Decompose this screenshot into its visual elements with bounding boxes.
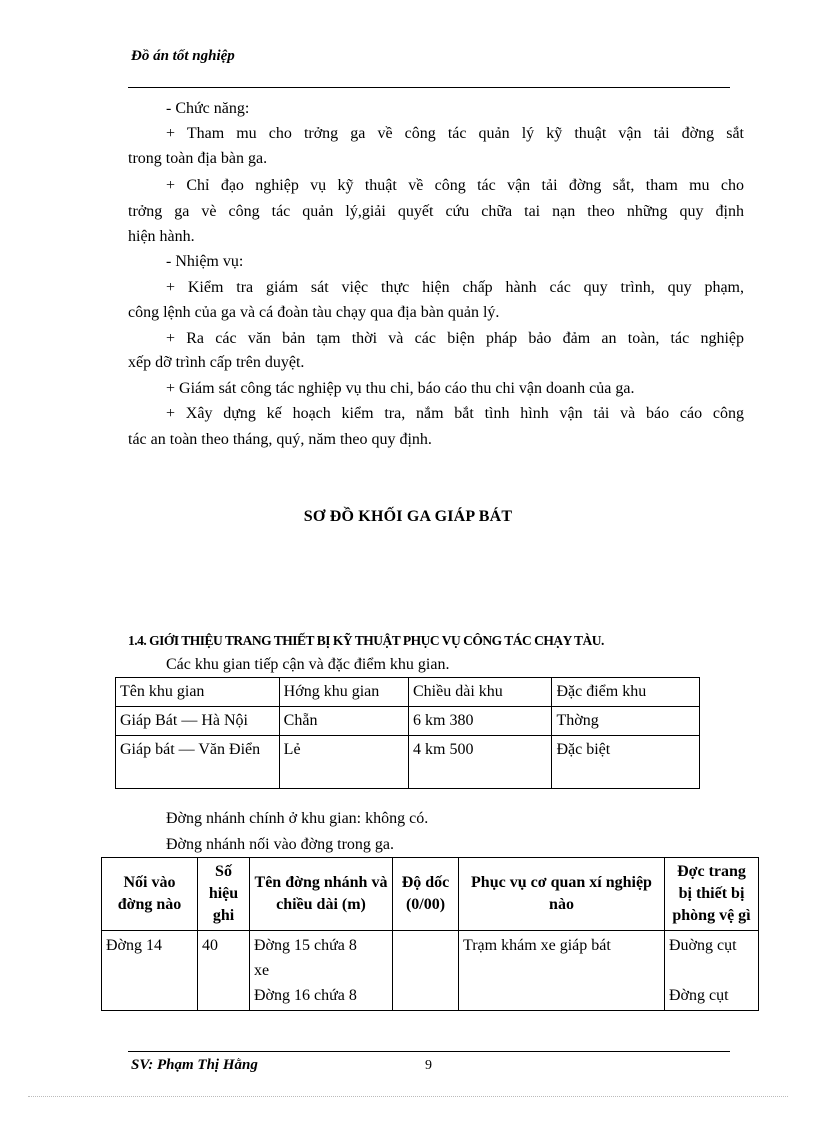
table-header-cell: Đợc trang bị thiết bị phòng vệ gì (665, 858, 759, 931)
text-line: - Chức năng: (166, 100, 250, 117)
table-cell: 6 km 380 (409, 707, 552, 736)
note-line: Đờng nhánh nối vào đờng trong ga. (166, 836, 394, 853)
table-row (116, 736, 700, 789)
table-row (102, 931, 759, 1011)
table-cell: Giáp Bát — Hà Nội (116, 707, 280, 736)
section-intro: Các khu gian tiếp cận và đặc điểm khu gian. (166, 656, 450, 673)
table-cell (250, 931, 393, 1011)
table-header-cell: Độ dốc (0/00) (393, 858, 459, 931)
table-header-row (102, 858, 759, 931)
footer-name: SV: Phạm Thị Hằng (131, 1057, 258, 1073)
diagram-title: SƠ ĐỒ KHỐI GA GIÁP BÁT (303, 508, 513, 525)
table-cell: 40 (198, 931, 250, 1011)
table-header-cell: Phục vụ cơ quan xí nghiệp nào (459, 858, 665, 931)
table-cell: 4 km 500 (409, 736, 552, 789)
table-header-cell: Tên khu gian (116, 678, 280, 707)
text-line: + Giám sát công tác nghiệp vụ thu chi, báo cáo thu chi vận doanh của ga. (166, 380, 635, 397)
table-header-cell: Đặc điểm khu (552, 678, 700, 707)
table-header-row (116, 678, 700, 707)
text-line: + Kiểm tra giám sát việc thực hiện chấp hành các quy trình, quy phạm, (166, 279, 744, 296)
table-cell (393, 931, 459, 1011)
track-line: xe (254, 962, 270, 979)
text-line: xếp dỡ trình cấp trên duyệt. (128, 354, 305, 371)
protection-line: Đờng cụt (669, 987, 729, 1004)
table-cell (665, 931, 759, 1011)
footer-rule (128, 1051, 730, 1052)
table-cell: Chẵn (279, 707, 408, 736)
page-number: 9 (425, 1058, 432, 1073)
table-header-cell: Tên đờng nhánh và chiều dài (m) (250, 858, 393, 931)
table-cell: Lẻ (279, 736, 408, 789)
text-line: - Nhiệm vụ: (166, 253, 244, 270)
header-rule (128, 87, 730, 88)
branch-tracks-table (101, 857, 759, 1011)
text-line: công lệnh của ga và cá đoàn tàu chạy qua địa bàn quản lý. (128, 304, 500, 321)
road-sections-table (115, 677, 700, 789)
protection-line: Đuờng cụt (669, 937, 737, 954)
section-heading: 1.4. GIỚI THIỆU TRANG THIẾT BỊ KỸ THUẬT PHỤC VỤ CÔNG TÁC CHẠY TÀU. (128, 633, 604, 648)
text-line: + Xây dựng kế hoạch kiểm tra, nắm bắt tình hình vận tải và báo cáo công (166, 405, 744, 422)
header-title: Đồ án tốt nghiệp (131, 48, 235, 64)
text-line: tác an toàn theo tháng, quý, năm theo quy định. (128, 431, 432, 448)
table-header-cell: Số hiệu ghi (198, 858, 250, 931)
table-header-cell: Hớng khu gian (279, 678, 408, 707)
table-cell: Trạm khám xe giáp bát (459, 931, 665, 1011)
text-line: hiện hành. (128, 228, 195, 245)
table-cell: Thờng (552, 707, 700, 736)
text-line: + Tham mu cho trởng ga về công tác quản lý kỹ thuật vận tải đờng sắt (166, 125, 744, 142)
track-line: Đờng 16 chứa 8 (254, 987, 357, 1004)
text-line: + Ra các văn bản tạm thời và các biện pháp bảo đảm an toàn, tác nghiệp (166, 330, 744, 347)
table-header-cell: Nối vào đờng nào (102, 858, 198, 931)
text-line: trong toàn địa bàn ga. (128, 150, 268, 167)
text-line: + Chỉ đạo nghiệp vụ kỹ thuật về công tác vận tải đờng sắt, tham mu cho (166, 177, 744, 194)
note-line: Đờng nhánh chính ở khu gian: không có. (166, 810, 429, 827)
table-row (116, 707, 700, 736)
text-line: trởng ga vè công tác quản lý,giải quyết cứu chữa tai nạn theo những quy định (128, 203, 744, 220)
track-line: Đờng 15 chứa 8 (254, 937, 357, 954)
table-header-cell: Chiều dài khu (409, 678, 552, 707)
table-cell: Giáp bát — Văn Điển (116, 736, 280, 789)
table-cell: Đặc biệt (552, 736, 700, 789)
page-edge-divider (28, 1096, 788, 1097)
table-cell: Đờng 14 (102, 931, 198, 1011)
